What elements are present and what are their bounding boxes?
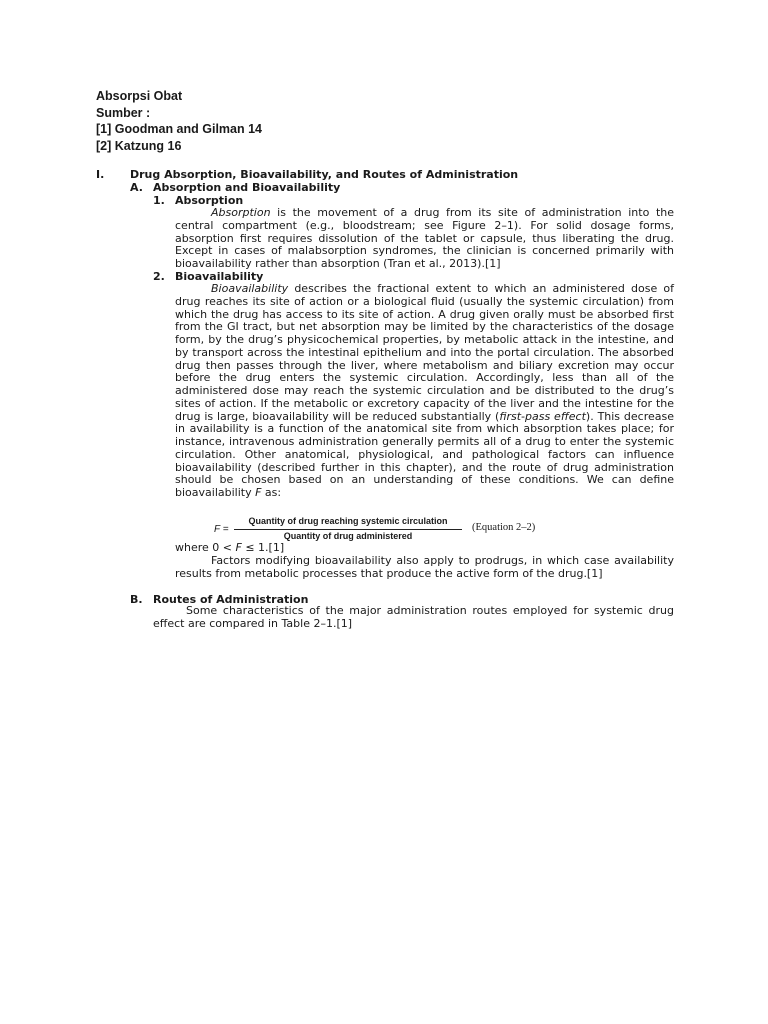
variable-f: F: [255, 486, 262, 499]
section-i-title: Drug Absorption, Bioavailability, and Routes of Administration: [130, 168, 519, 181]
bioavailability-text-3: as:: [261, 486, 282, 499]
equation-equals: =: [220, 524, 229, 535]
source-item: [2] Katzung 16: [96, 138, 182, 153]
where-line: [175, 541, 284, 554]
section-b-number: B.: [130, 593, 143, 606]
source-item: [1] Goodman and Gilman 14: [96, 122, 262, 136]
equation-numerator: Quantity of drug reaching systemic circulation: [248, 516, 448, 526]
routes-text: Some characteristics of the major administration routes employed for systemic drug effect are compared in Table 2–1.[1]: [153, 604, 674, 630]
equation-denominator: Quantity of drug administered: [283, 531, 413, 541]
section-b-title: Routes of Administration: [153, 593, 309, 606]
prodrug-paragraph: [175, 555, 674, 581]
source-label: Sumber :: [96, 105, 151, 120]
section-a-number: A.: [130, 181, 143, 194]
document-header: [96, 88, 262, 154]
bioavailability-text-1: describes the fractional extent to which an administered dose of drug reaches its site of action or a biological fluid (usually the systemic circulation) from which the drug has access to its site of action. A drug given orally must be absorbed first from the GI tract, but net absorption may be limited by the characteristics of the dosage form, by the drug’s physicochemical properties, by metabolic attack in the intestine, and by transport across the intestinal epithelium and into the portal circulation. The absorbed drug then passes through the liver, where metabolism and biliary excretion may occur before the drug enters the systemic circulation. Accordingly, less than all of the administered dose may reach the systemic circulation and be distributed to the drug’s sites of action. If the metabolic or excretory capacity of the liver and the intestine for the drug is large, bioavailability will be reduced substantially (: [175, 282, 674, 423]
bioavailability-equation: [214, 516, 544, 542]
equation-variable: F: [214, 524, 221, 535]
where-prefix: where 0 <: [175, 541, 236, 554]
where-suffix: ≤ 1.[1]: [241, 541, 285, 554]
absorption-text: is the movement of a drug from its site of administration into the central compartment (e.g., bloodstream; see Figure 2–1). For solid dosage forms, absorption first requires dissolution of the tablet or capsule, thus liberating the drug. Except in cases of malabsorption syndromes, the clinician is concerned primarily with bioavailability rather than absorption (Tran et al., 2013).[1]: [175, 206, 674, 270]
bioavailability-paragraph: [175, 283, 674, 500]
item-1-title: Absorption: [175, 194, 244, 207]
where-variable: F: [235, 541, 242, 554]
section-i-number: I.: [96, 168, 105, 181]
absorption-term: Absorption: [211, 206, 271, 219]
routes-paragraph: [153, 605, 674, 631]
equation-label: (Equation 2–2): [472, 522, 536, 533]
document-title: Absorpsi Obat: [96, 89, 183, 103]
item-2-number: 2.: [153, 270, 165, 283]
equation-fraction-bar: [234, 529, 462, 530]
prodrug-text: Factors modifying bioavailability also apply to prodrugs, in which case availability results from metabolic processes that produce the active form of the drug.[1]: [175, 554, 674, 580]
absorption-paragraph: [175, 207, 674, 271]
equation-lhs: [214, 524, 229, 535]
item-1-number: 1.: [153, 194, 165, 207]
section-a-title: Absorption and Bioavailability: [153, 181, 341, 194]
bioavailability-text-2: ). This decrease in availability is a function of the anatomical site from which absorption takes place; for instance, intravenous administration generally permits all of a drug to enter the systemic circulation. Other anatomical, physiological, and pathological factors can influence bioavailability (described further in this chapter), and the route of drug administration should be chosen based on an understanding of these conditions. We can define bioavailability: [175, 409, 674, 499]
bioavailability-term: Bioavailability: [211, 282, 289, 295]
item-2-title: Bioavailability: [175, 270, 264, 283]
first-pass-term: first-pass effect: [499, 409, 586, 423]
